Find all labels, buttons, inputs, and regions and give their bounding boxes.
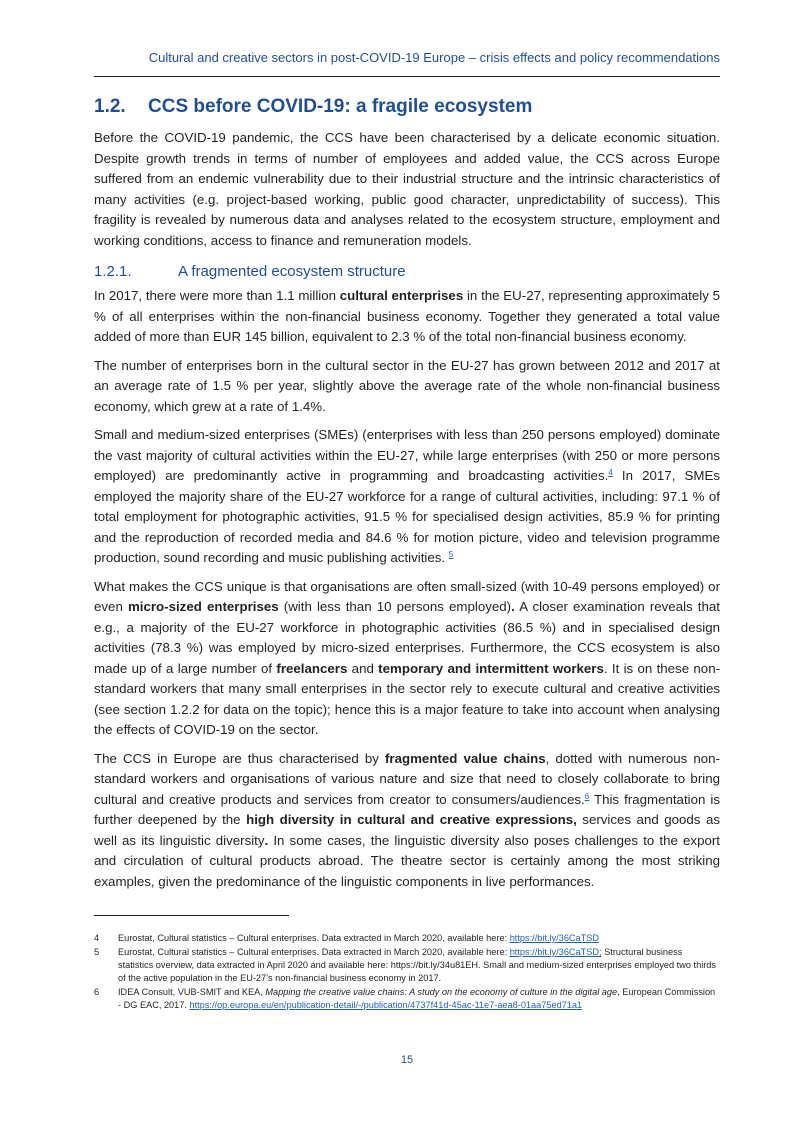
subsection-title: A fragmented ecosystem structure (178, 263, 406, 280)
text-run: A closer examination reveals that e.g., a majority of the EU-27 workforce in photographic activities (86.5 %) and in specialised design activities (78.3 %) was employed by micro-sized enterprises. Furthermore, the CCS ecosystem is also made up of a large number of (94, 599, 720, 676)
text-run: . It is on these non-standard workers that many small enterprises in the sector rely to execute cultural and creative activities (see section 1.2.2 for data on the topic); hence this is a major feature to take into account when analysing the effects of COVID-19 on the sector. (94, 660, 721, 737)
running-header: Cultural and creative sectors in post-COVID-19 Europe – crisis effects and policy recommendations (148, 50, 720, 65)
text-run: Small and medium-sized enterprises (SMEs) (enterprises with less than 250 persons employed) dominate the vast majority of cultural activities within the EU-27, while large enterprises (with 250 or more persons employed) are predominantly active in programming and broadcasting activities. (94, 427, 720, 483)
text-run: Eurostat, Cultural statistics – Cultural enterprises. Data extracted in March 2020, available here: (118, 933, 510, 943)
footnote-6-link[interactable]: https://op.europa.eu/en/publication-detail/-/publication/4737f41d-45ac-11e7-aea8-01aa75ed71a1 (189, 1000, 583, 1010)
study-title: Mapping the creative value chains: A study on the economy of culture in the digital age (265, 987, 618, 997)
paragraph-smes (94, 425, 720, 569)
emphasis-freelancers: freelancers (276, 660, 348, 676)
body-text (94, 94, 720, 900)
footnote-number: 6 (94, 987, 100, 997)
subsection-number: 1.2.1. (94, 263, 132, 280)
text-run: In some cases, the linguistic diversity also poses challenges to the export and circulation of cultural products abroad. The theatre sector is certainly among the most striking examples, given the predominance of the linguistic components in live performances. (94, 832, 720, 889)
footnote-6 (94, 986, 720, 1012)
footnote-text (118, 986, 720, 1012)
emphasis-cultural-enterprises: cultural enterprises (339, 288, 464, 303)
emphasis-micro-sized: micro-sized enterprises (127, 599, 279, 614)
section-heading (94, 94, 720, 120)
text-run: IDEA Consult, VUB-SMIT and KEA, (118, 987, 266, 997)
footnote-5-link[interactable]: https://bit.ly/36CaTSD; (509, 947, 602, 957)
footnote-ref-4[interactable]: 4 (608, 468, 613, 477)
text-run: The CCS in Europe are thus characterised by (94, 750, 385, 766)
footnote-number: 4 (94, 933, 100, 943)
paragraph-enterprises (94, 286, 720, 348)
page-number: 15 (400, 1054, 414, 1066)
header-rule (94, 76, 720, 77)
subsection-heading (94, 261, 720, 283)
bold-period: . (511, 599, 515, 614)
footnote-text (118, 946, 720, 985)
paragraph-growth: The number of enterprises born in the cultural sector in the EU-27 has grown between 2012 and 2017 at an average rate of 1.5 % per year, slightly above the average rate of the whole non-financial business economy, which grew at a rate of 1.4%. (94, 357, 720, 414)
footnote-ref-5[interactable]: 5 (448, 550, 454, 559)
footnote-ref-6[interactable]: 6 (584, 791, 590, 801)
text-run: , dotted with numerous non-standard workers and organisations of various nature and size that need to closely collaborate to bring cultural and creative products and services from creator to consumers/audiences. (94, 750, 720, 807)
bold-period: . (264, 832, 269, 848)
text-run: services and goods as well as its linguistic diversity (94, 812, 720, 848)
footnote-text (118, 932, 720, 945)
footnotes (94, 932, 720, 1013)
section-title: CCS before COVID-19: a fragile ecosystem (148, 96, 533, 117)
text-run: and (347, 660, 379, 676)
footnote-separator (94, 915, 289, 916)
emphasis-temporary-workers: temporary and intermittent workers (378, 660, 604, 676)
section-number: 1.2. (94, 96, 126, 117)
text-run: in the EU-27, representing approximately 5 % of all enterprises within the non-financial business economy. Together they generated a total value added of more than EUR 145 billion, equivalent to 2.3 % of the total non-financial business economy. (94, 288, 720, 344)
paragraph-micro-enterprises (94, 577, 720, 741)
emphasis-high-diversity: high diversity in cultural and creative expressions, (246, 812, 577, 827)
footnote-4-link[interactable]: https://bit.ly/36CaTSD (509, 933, 600, 943)
text-run: Eurostat, Cultural statistics – Cultural enterprises. Data extracted in March 2020, available here: (118, 947, 510, 957)
footnote-4 (94, 932, 720, 945)
text-run: Structural business statistics overview, data extracted in April 2020 and available here: https://bit.ly/34u81EH. Small and medium-sized enterprises employed two thirds of the active population in the EU-27’s non-financial business economy in 2017. (118, 947, 717, 983)
text-run: What makes the CCS unique is that organisations are often small-sized (with 10-49 persons employed) or even (94, 578, 720, 614)
footnote-5 (94, 946, 720, 985)
text-run: , European Commission - DG EAC, 2017. (118, 987, 716, 1010)
paragraph-value-chains (94, 749, 720, 893)
text-run: In 2017, there were more than 1.1 million (94, 288, 340, 303)
text-run: (with less than 10 persons employed) (278, 599, 512, 614)
text-run: In 2017, SMEs employed the majority share of the EU-27 workforce for a range of cultural activities, including: 97.1 % of total employment for photographic activities, 91.5 % for specialised design activities, 85.9 % for printing and the reproduction of recorded media and 84.6 % for motion picture, video and television programme production, sound recording and music publishing activities. (94, 468, 720, 565)
emphasis-fragmented-value-chains: fragmented value chains (384, 750, 546, 766)
intro-paragraph: Before the COVID-19 pandemic, the CCS have been characterised by a delicate economic situation. Despite growth trends in terms of number of employees and added value, the CCS across Europe suffered from an endemic vulnerability due to their industrial structure and the intrinsic characteristics of many activities (e.g. project-based working, public good character, unpredictability of success). This fragility is revealed by numerous data and analyses related to the ecosystem structure, employment and working conditions, access to finance and remuneration models. (94, 130, 720, 248)
footnote-number: 5 (94, 947, 100, 957)
text-run: This fragmentation is further deepened by the (94, 791, 720, 827)
